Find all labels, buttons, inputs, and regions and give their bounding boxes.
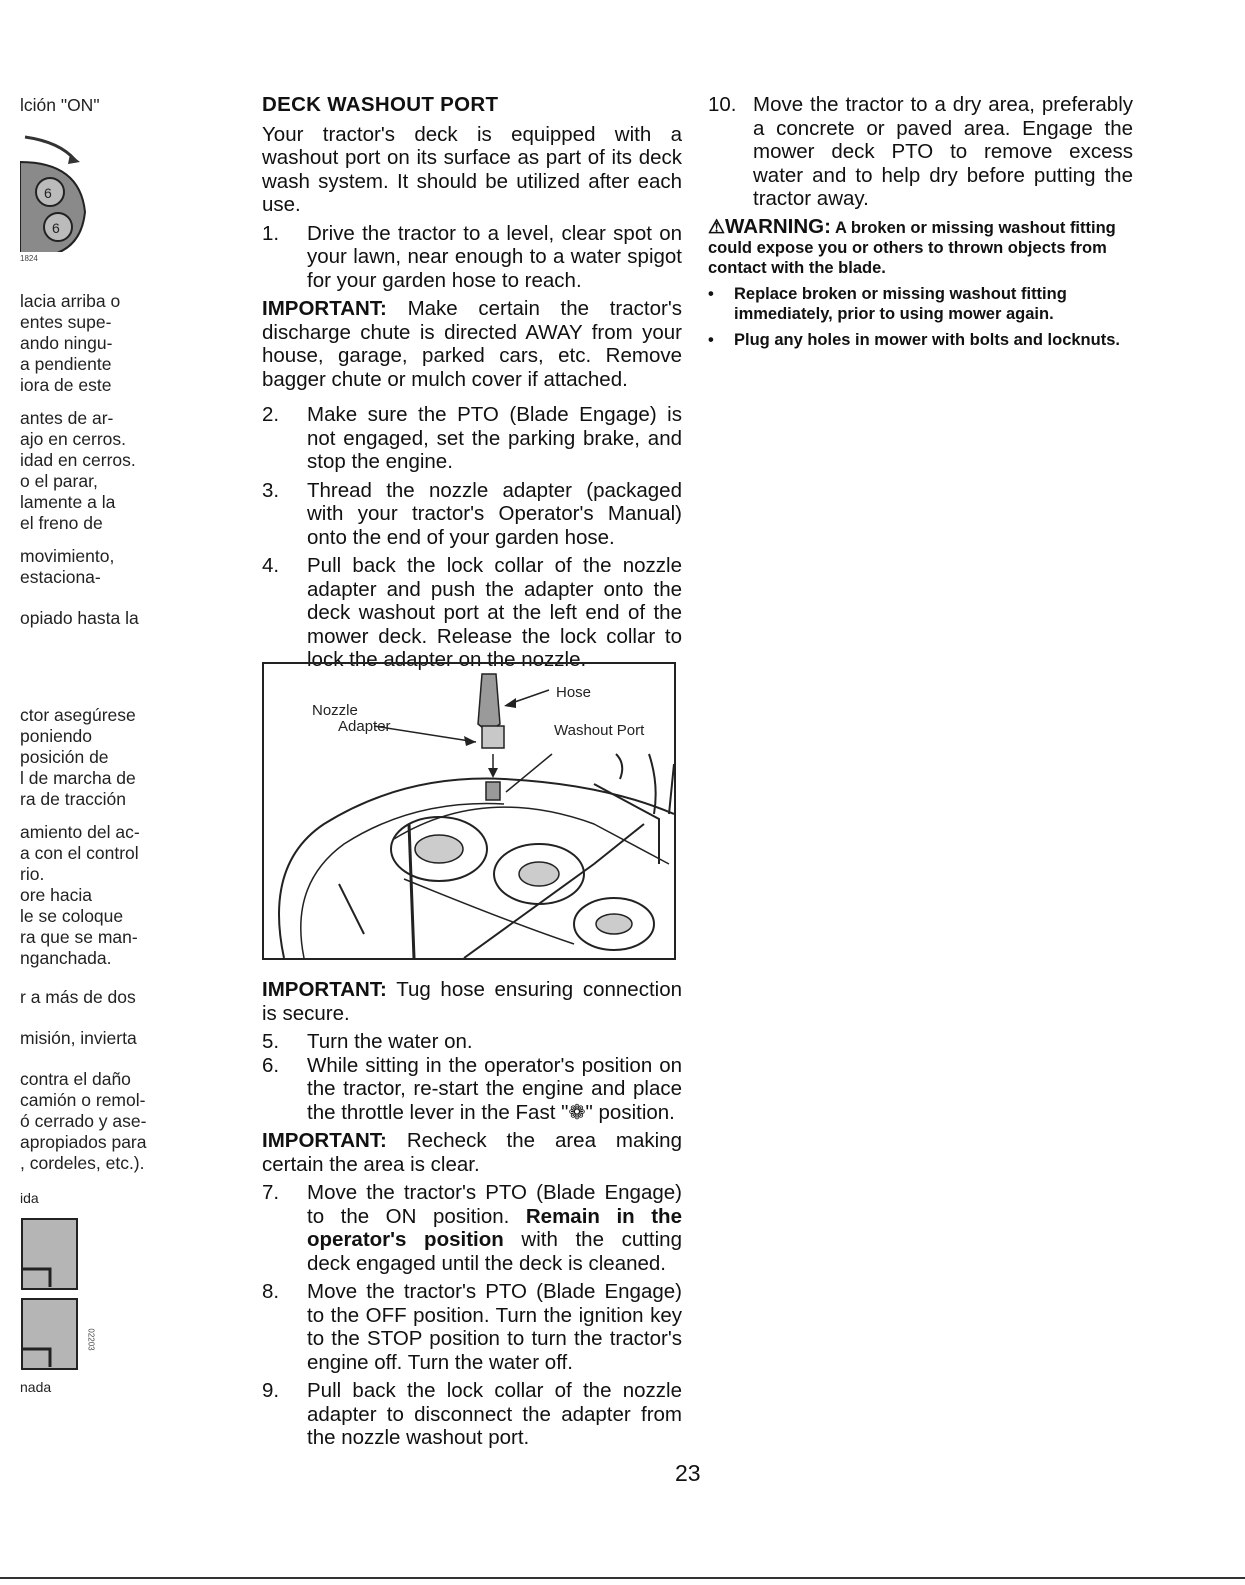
important-note-3	[262, 1129, 682, 1176]
important-note-2	[262, 978, 682, 1025]
bullet-text: Plug any holes in mower with bolts and locknuts.	[734, 330, 1120, 349]
step-4	[262, 554, 682, 672]
left-line: ó cerrado y ase-	[20, 1111, 147, 1131]
warning-bullet	[708, 330, 1133, 350]
step-text: Pull back the lock collar of the nozzle adapter and push the adapter onto the deck washout port at the left end of the mower deck. Release the lock collar to lock the adapter on the nozzle.	[307, 554, 682, 671]
left-group-1	[20, 291, 190, 396]
left-group-3	[20, 546, 190, 588]
warning-triangle-icon: ⚠	[708, 216, 726, 238]
left-line: ore hacia	[20, 885, 92, 905]
warning-label: WARNING:	[725, 214, 831, 238]
pto-knob-illustration	[20, 122, 100, 252]
bullet-icon: •	[708, 330, 714, 349]
left-line: idad en cerros.	[20, 450, 136, 470]
left-line: a con el control	[20, 843, 139, 863]
svg-text:6: 6	[44, 185, 52, 201]
middle-column	[262, 93, 682, 677]
step-text: Move the tractor's PTO (Blade Engage) to the OFF position. Turn the ignition key to the STOP position to turn the tractor's engine off. Turn the water off.	[307, 1280, 682, 1374]
step-text: While sitting in the operator's position on the tractor, re-start the engine and place the throttle lever in the Fast "❁" position.	[307, 1053, 682, 1124]
left-line: r a más de dos	[20, 987, 136, 1007]
mower-illustration	[20, 1209, 120, 1379]
intro-paragraph: Your tractor's deck is equipped with a washout port on its surface as part of its deck wash system. It should be utilized after each use.	[262, 122, 682, 216]
warning-bullet	[708, 284, 1133, 324]
step-8	[262, 1280, 682, 1374]
step-text: Pull back the lock collar of the nozzle adapter to disconnect the adapter from the nozzle washout port.	[307, 1379, 682, 1449]
left-line: nganchada.	[20, 948, 112, 968]
left-line: rio.	[20, 864, 45, 884]
step-text: Move the tractor to a dry area, preferably a concrete or paved area. Engage the mower deck PTO to remove excess water and to help dry before putting the tractor away.	[753, 93, 1133, 210]
step-text: Drive the tractor to a level, clear spot on your lawn, near enough to a water spigot for your garden hose to reach.	[307, 221, 682, 292]
left-line: ctor asegúrese	[20, 705, 136, 725]
step-6	[262, 1054, 682, 1125]
left-line: , cordeles, etc.).	[20, 1153, 145, 1173]
right-column	[708, 93, 1133, 350]
left-cutoff-column	[20, 95, 190, 1398]
step-number: 4.	[262, 554, 280, 577]
left-line: estaciona-	[20, 567, 101, 587]
left-line: ajo en cerros.	[20, 429, 127, 449]
svg-text:6: 6	[52, 220, 60, 236]
step-text: Thread the nozzle adapter (packaged with your tractor's Operator's Manual) onto the end of your garden hose.	[307, 478, 682, 549]
left-line: iora de este	[20, 375, 112, 395]
figure-code: 02203	[86, 1328, 96, 1351]
important-label: IMPORTANT:	[262, 978, 387, 1001]
step-number: 2.	[262, 403, 280, 426]
left-group-2	[20, 408, 190, 534]
step-number: 9.	[262, 1379, 280, 1402]
left-line: camión o remol-	[20, 1090, 146, 1110]
step-text: Turn the water on.	[307, 1030, 473, 1053]
label-nozzle: Nozzle	[312, 702, 358, 719]
left-line: nada	[20, 1379, 52, 1395]
left-group-5	[20, 705, 190, 810]
left-line: opiado hasta la	[20, 608, 139, 628]
step-text-part: with the cutting deck engaged until the deck is cleaned.	[307, 1228, 682, 1275]
left-line: ando ningu-	[20, 333, 113, 353]
left-group-6	[20, 822, 190, 969]
step-number: 6.	[262, 1053, 280, 1077]
important-text: Make certain the tractor's discharge chute is directed AWAY from your house, garage, parked cars, etc. Remove bagger chute or mulch cover if attached.	[262, 297, 682, 391]
left-line: movimiento,	[20, 546, 115, 566]
important-text: Tug hose ensuring connection is secure.	[262, 978, 682, 1025]
step-3	[262, 479, 682, 550]
left-line: poniendo	[20, 726, 93, 746]
left-line: el freno de	[20, 513, 103, 533]
left-line: apropiados para	[20, 1132, 147, 1152]
washout-port-diagram	[262, 662, 676, 960]
step-text	[307, 1181, 682, 1275]
step-number: 10.	[708, 93, 737, 116]
important-text: Recheck the area making certain the area is clear.	[262, 1129, 682, 1176]
page-bottom-rule	[0, 1577, 1245, 1579]
step-number: 5.	[262, 1030, 280, 1053]
left-line: ida	[20, 1190, 39, 1206]
left-line: entes supe-	[20, 312, 112, 332]
step-5	[262, 1030, 682, 1054]
step-number: 8.	[262, 1280, 280, 1303]
step-number: 1.	[262, 221, 280, 245]
important-note-1	[262, 297, 682, 391]
page-number: 23	[675, 1460, 701, 1486]
left-line: lción "ON"	[20, 95, 100, 115]
left-line: lacia arriba o	[20, 291, 121, 311]
step-1	[262, 222, 682, 293]
left-line: ra de tracción	[20, 789, 127, 809]
left-line: misión, invierta	[20, 1028, 137, 1048]
step-2	[262, 403, 682, 474]
label-washout-port: Washout Port	[554, 722, 645, 739]
middle-column-lower	[262, 978, 682, 1455]
step-text-emphasis: Remain in the operator's position	[307, 1204, 682, 1251]
left-line: lamente a la	[20, 492, 116, 512]
left-line: a pendiente	[20, 354, 112, 374]
left-line: posición de	[20, 747, 109, 767]
important-label: IMPORTANT:	[262, 1129, 387, 1152]
step-number: 3.	[262, 478, 280, 502]
important-label: IMPORTANT:	[262, 297, 387, 320]
figure-code: 1824	[20, 254, 38, 263]
left-line: contra el daño	[20, 1069, 131, 1089]
bullet-text: Replace broken or missing washout fitting immediately, prior to using mower again.	[734, 284, 1067, 323]
step-number: 7.	[262, 1181, 280, 1204]
step-10	[708, 93, 1133, 211]
bullet-icon: •	[708, 284, 714, 303]
step-text: Make sure the PTO (Blade Engage) is not engaged, set the parking brake, and stop the engine.	[307, 403, 682, 473]
left-line: antes de ar-	[20, 408, 114, 428]
step-text-part: Move the tractor's PTO (Blade Engage) to the ON position.	[307, 1181, 682, 1228]
left-group-9	[20, 1069, 190, 1174]
section-heading: DECK WASHOUT PORT	[262, 93, 499, 116]
left-line: le se coloque	[20, 906, 124, 926]
step-9	[262, 1379, 682, 1450]
left-line: ra que se man-	[20, 927, 138, 947]
warning-text: A broken or missing washout fitting could expose you or others to thrown objects from contact with the blade.	[708, 218, 1116, 277]
left-line: l de marcha de	[20, 768, 136, 788]
left-line: o el parar,	[20, 471, 98, 491]
left-line: amiento del ac-	[20, 822, 140, 842]
label-hose: Hose	[556, 684, 592, 701]
warning-block	[708, 214, 1133, 278]
label-adapter: Adapter	[338, 718, 391, 735]
step-7	[262, 1181, 682, 1275]
